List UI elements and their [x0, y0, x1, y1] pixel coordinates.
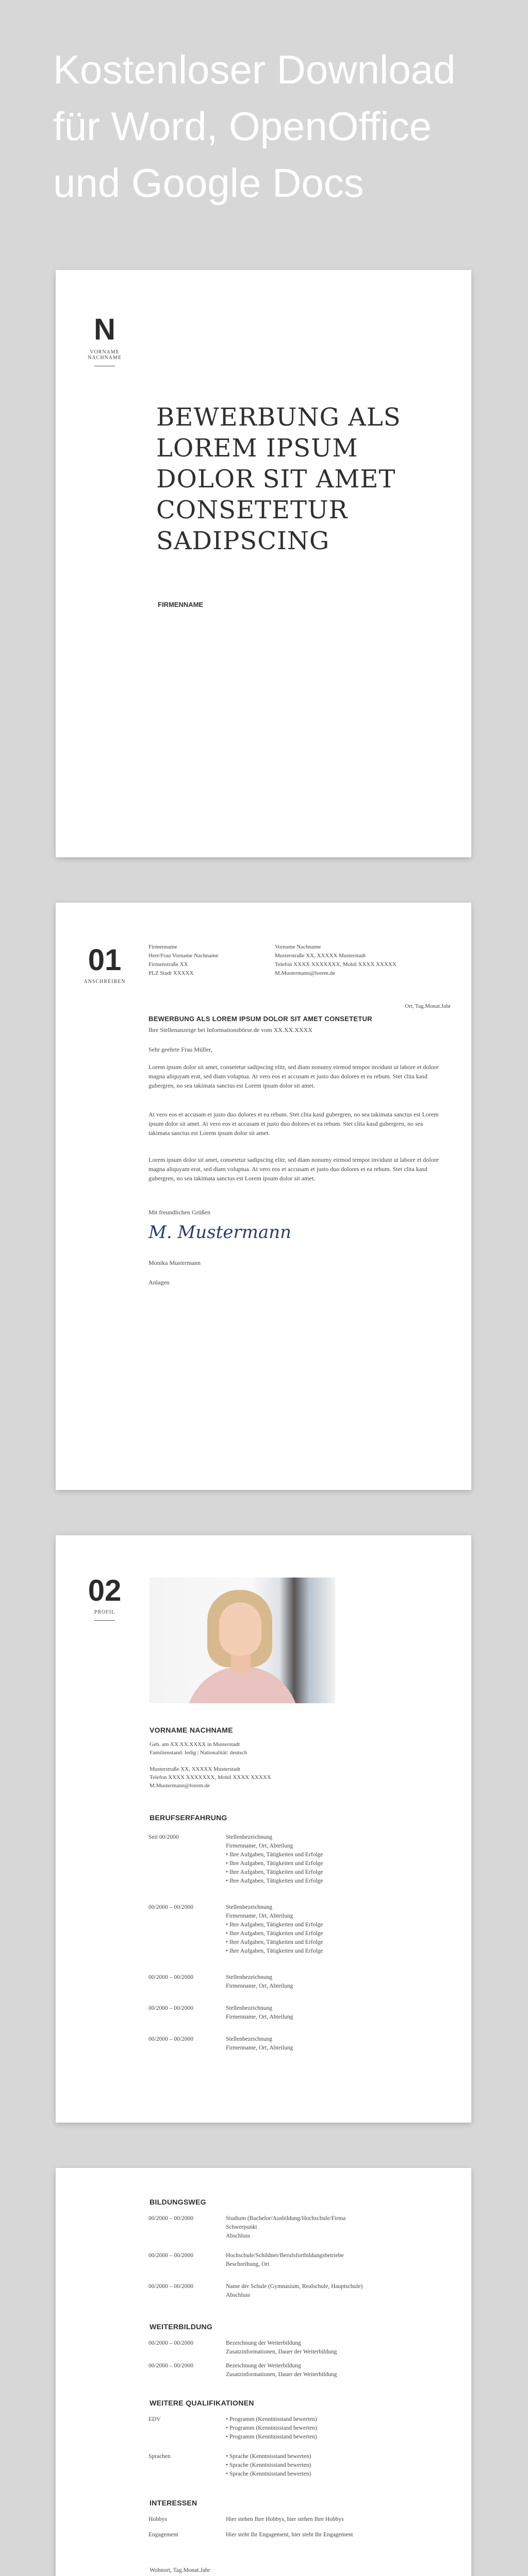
contact-line: M.Mustermann@lorem.de [150, 1783, 210, 1789]
cover-letter-page [56, 903, 471, 1490]
contact-line: Musterstraße XX, XXXXX Musterstadt [150, 1766, 240, 1772]
experience-details [226, 2035, 442, 2053]
letter-date: Ort, Tag.Monat.Jahr [405, 1003, 451, 1009]
letter-subject: BEWERBUNG ALS LOREM IPSUM DOLOR SIT AMET CONSETETUR [148, 1015, 372, 1023]
education-date: 00/2000 – 00/2000 [148, 2215, 193, 2222]
letter-closing: Mit freundlichen Grüßen [148, 1209, 210, 1216]
profile-section-marker [76, 1574, 133, 1621]
qualification-label: Sprachen [148, 2453, 171, 2460]
recipient-line: Firmenstraße XX [148, 961, 188, 968]
sender-address [275, 943, 430, 978]
letter-salutation: Sehr geehrte Frau Müller, [148, 1046, 212, 1053]
profile-rule [94, 1620, 115, 1621]
training-line: Zusatzinformationen, Dauer der Weiterbildung [226, 2349, 337, 2355]
letter-attachments: Anlagen [148, 1279, 170, 1286]
interests-heading: INTERESSEN [150, 2499, 197, 2507]
sender-line: M.Mustermann@lorem.de [275, 970, 336, 976]
experience-line: • Ihre Aufgaben, Tätigkeiten und Erfolge [226, 1852, 323, 1858]
interest-label: Engagement [148, 2532, 178, 2538]
monogram-initial: N [94, 313, 116, 346]
experience-line: Stellenbezeichnung [226, 1834, 273, 1840]
education-line: Abschluss [226, 2233, 251, 2239]
training-details [226, 2339, 442, 2357]
education-line: Beschreibung, Ort [226, 2261, 270, 2267]
qualification-line: • Programm (Kenntnisstand bewerten) [226, 2434, 317, 2440]
qualification-line: • Sprache (Kenntnisstand bewerten) [226, 2453, 311, 2460]
education-line: Studium (Bachelor/Ausbildung/Hochschule/Firma [226, 2215, 346, 2222]
letter-section-number: 01 [88, 943, 122, 977]
headline-line-1: Kostenloser Download [53, 47, 456, 92]
cover-title-line: BEWERBUNG ALS [156, 403, 401, 432]
recipient-line: Herr/Frau Vorname Nachname [148, 953, 219, 959]
experience-line: • Ihre Aufgaben, Tätigkeiten und Erfolge [226, 1930, 323, 1937]
profile-photo [150, 1578, 335, 1703]
experience-line: • Ihre Aufgaben, Tätigkeiten und Erfolge [226, 1860, 323, 1867]
education-details [226, 2282, 442, 2300]
qualification-details [226, 2415, 442, 2442]
experience-line: Firmenname, Ort, Abteilung [226, 2014, 293, 2020]
interest-details [226, 2515, 442, 2524]
cover-title-line: LOREM IPSUM [156, 434, 358, 463]
sender-line: Telefon XXXX XXXXXXX, Mobil XXXX XXXXX [275, 961, 397, 968]
training-date: 00/2000 – 00/2000 [148, 2363, 193, 2369]
recipient-line: PLZ Stadt XXXXX [148, 970, 194, 976]
photo-face [219, 1602, 261, 1656]
letter-paragraph: Lorem ipsum dolor sit amet, consetetur sadipscing elitr, sed diam nonumy eirmod tempor invidunt ut labore et dolore magna aliquyam erat, sed diam voluptua. At vero eos et accusam et justo duo dolores et ea rebum. Stet clita kasd gubergren, no sea takimata sanctus est Lorem ipsum dolor sit amet. [148, 1156, 439, 1182]
experience-date: 00/2000 – 00/2000 [148, 2005, 193, 2011]
cv-date-place: Wohnort, Tag.Monat.Jahr [150, 2567, 210, 2573]
education-details [226, 2251, 442, 2269]
cover-title-line: DOLOR SIT AMET [156, 465, 396, 494]
cover-page [56, 270, 471, 857]
experience-line: • Ihre Aufgaben, Tätigkeiten und Erfolge [226, 1922, 323, 1928]
recipient-address [148, 943, 262, 978]
personal-line: Familienstand: ledig | Nationalität: deutsch [150, 1750, 248, 1756]
training-line: Bezeichnung der Weiterbildung [226, 2363, 301, 2369]
experience-heading: BERUFSERFAHRUNG [150, 1814, 227, 1822]
profile-section-label: PROFIL [94, 1609, 116, 1615]
promo-headline [53, 41, 497, 211]
qualification-line: • Sprache (Kenntnisstand bewerten) [226, 2471, 311, 2477]
cover-monogram [76, 313, 133, 366]
profile-contact [150, 1765, 271, 1790]
experience-date: 00/2000 – 00/2000 [148, 1974, 193, 1980]
experience-line: Firmenname, Ort, Abteilung [226, 1843, 293, 1849]
sender-line: Musterstraße XX, XXXXX Musterstadt [275, 953, 366, 959]
letter-section-label: ANSCHREIBEN [84, 979, 126, 985]
experience-line: • Ihre Aufgaben, Tätigkeiten und Erfolge [226, 1939, 323, 1945]
experience-line: Stellenbezeichnung [226, 1974, 273, 1980]
education-line: Abschluss [226, 2292, 251, 2298]
qualification-line: • Programm (Kenntnisstand bewerten) [226, 2416, 317, 2422]
education-line: Schwerpunkt [226, 2224, 257, 2230]
qualifications-heading: WEITERE QUALIFIKATIONEN [150, 2399, 254, 2407]
education-date: 00/2000 – 00/2000 [148, 2283, 193, 2290]
interest-line: Hier steht Ihr Engagement, hier steht Ihr Engagement [226, 2532, 353, 2538]
profile-personal [150, 1740, 247, 1757]
profile-page [56, 1535, 471, 2123]
monogram-nachname: NACHNAME [88, 355, 122, 361]
training-line: Zusatzinformationen, Dauer der Weiterbildung [226, 2371, 337, 2378]
cv-page [56, 2168, 471, 2576]
interest-details [226, 2531, 442, 2539]
letter-signer-name: Monika Mustermann [148, 1259, 201, 1266]
experience-details [226, 1833, 442, 1886]
cover-title-line: SADIPSCING [156, 527, 330, 555]
experience-line: Firmenname, Ort, Abteilung [226, 1983, 293, 1989]
experience-line: • Ihre Aufgaben, Tätigkeiten und Erfolge [226, 1878, 323, 1884]
sender-line: Vorname Nachname [275, 944, 321, 950]
training-heading: WEITERBILDUNG [150, 2323, 213, 2331]
interest-label: Hobbys [148, 2516, 167, 2522]
monogram-vorname: VORNAME [90, 349, 120, 355]
experience-date: Seit 00/2000 [148, 1834, 179, 1840]
experience-line: Stellenbezeichnung [226, 2005, 273, 2011]
experience-date: 00/2000 – 00/2000 [148, 1904, 193, 1910]
experience-details [226, 2004, 442, 2022]
education-line: Name der Schule (Gymnasium, Realschule, Hauptschule) [226, 2283, 363, 2290]
interest-line: Hier stehen Ihre Hobbys, hier stehen Ihre Hobbys [226, 2516, 344, 2522]
experience-line: • Ihre Aufgaben, Tätigkeiten und Erfolge [226, 1869, 323, 1875]
training-line: Bezeichnung der Weiterbildung [226, 2340, 301, 2346]
education-date: 00/2000 – 00/2000 [148, 2252, 193, 2259]
qualification-line: • Programm (Kenntnisstand bewerten) [226, 2425, 317, 2431]
letter-section-marker [76, 944, 133, 985]
education-heading: BILDUNGSWEG [150, 2198, 206, 2206]
experience-details [226, 1903, 442, 1956]
experience-details [226, 1973, 442, 1991]
profile-section-number: 02 [88, 1574, 122, 1607]
cover-firm-name: FIRMENNAME [158, 601, 204, 608]
education-line: Hochschule/Schildner/Berufsfortbildungsbetriebe [226, 2252, 344, 2259]
qualification-label: EDV [148, 2416, 161, 2422]
experience-line: Firmenname, Ort, Abteilung [226, 1913, 293, 1919]
experience-date: 00/2000 – 00/2000 [148, 2036, 193, 2042]
headline-line-2: für Word, OpenOffice [53, 104, 432, 149]
recipient-line: Firmenname [148, 944, 177, 950]
letter-paragraph: At vero eos et accusam et justo duo dolores et ea rebum. Stet clita kasd gubergren, no sea takimata sanctus est Lorem ipsum dolor sit amet. At vero eos et accusam et justo duo dolores et ea rebum. Stet clita kasd gubergren, no sea takimata sanctus est Lorem ipsum dolor sit amet. [148, 1111, 439, 1137]
experience-line: Stellenbezeichnung [226, 2036, 273, 2042]
letter-subline: Ihre Stellenanzeige bei Informationsbörse.de vom XX.XX.XXXX [148, 1026, 312, 1033]
letter-paragraph: Lorem ipsum dolor sit amet, consetetur sadipscing elitr, sed diam nonumy eirmod tempor invidunt ut labore et dolore magna aliquyam erat, sed diam voluptua. At vero eos et accusam et justo duo dolores et ea rebum. Stet clita kasd gubergren, no sea takimata sanctus est Lorem ipsum dolor sit amet. [148, 1063, 439, 1089]
qualification-line: • Sprache (Kenntnisstand bewerten) [226, 2462, 311, 2468]
qualification-details [226, 2452, 442, 2479]
profile-name: VORNAME NACHNAME [150, 1726, 233, 1734]
letter-signature: M. Mustermann [148, 1222, 291, 1243]
education-details [226, 2214, 442, 2241]
experience-line: • Ihre Aufgaben, Tätigkeiten und Erfolge [226, 1948, 323, 1954]
experience-line: Stellenbezeichnung [226, 1904, 273, 1910]
training-details [226, 2362, 442, 2379]
contact-line: Telefon XXXX XXXXXXX, Mobil XXXX XXXXX [150, 1774, 271, 1781]
cover-title-line: CONSETETUR [156, 496, 348, 524]
personal-line: Geb. am XX.XX.XXXX in Musterstadt [150, 1741, 240, 1748]
headline-line-3: und Google Docs [53, 160, 364, 206]
cover-title [156, 402, 445, 556]
training-date: 00/2000 – 00/2000 [148, 2340, 193, 2346]
experience-line: Firmenname, Ort, Abteilung [226, 2045, 293, 2051]
